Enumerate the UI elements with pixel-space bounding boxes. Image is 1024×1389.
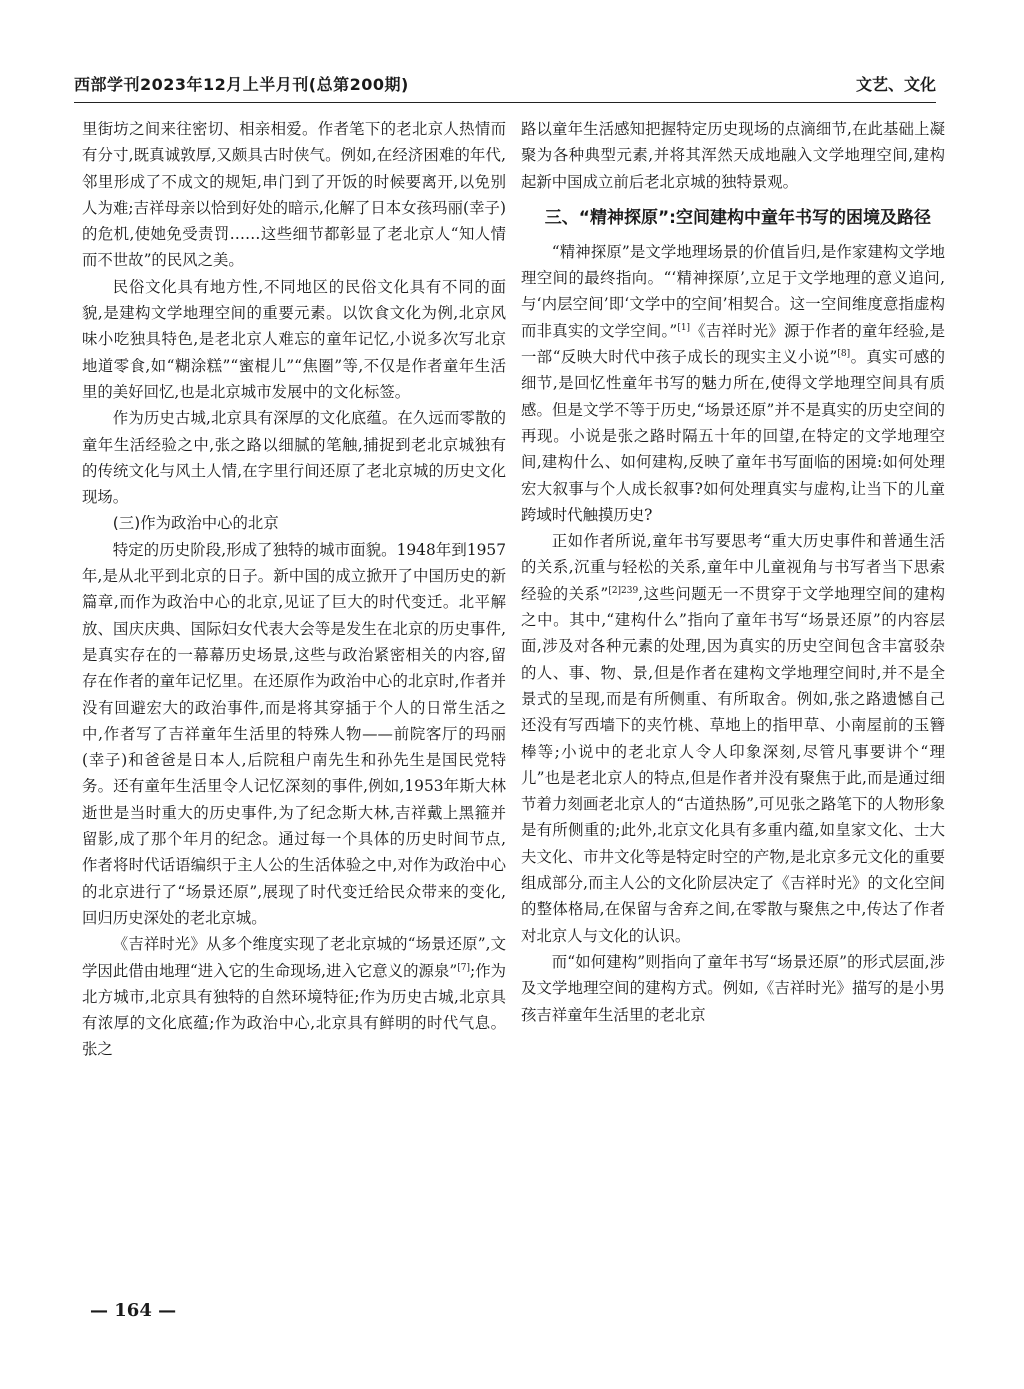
text-run: 。真实可感的细节,是回忆性童年书写的魅力所在,使得文学地理空间具有质感。但是文学不等于历史,“场景还原”并不是真实的历史空间的再现。小说是张之路时隔五十年的回望,在特定的文学地理空间,建构什么、如何建构,反映了童年书写面临的困境:如何处理宏大叙事与个人成长叙事?如何处理真实与虚构,让当下的儿童跨域时代触摸历史? [521,348,945,524]
text-run: “精神探原”是文学地理场景的价值旨归,是作家建构文学地理空间的最终指向。“‘精神探原’,立足于文学地理的意义追问,与‘内层空间’即‘文学中的空间’相契合。这一空间维度意指虚构而非真实的文学空间。” [521,242,945,340]
page-number: — 164 — [90,1300,177,1321]
paragraph: 路以童年生活感知把握特定历史现场的点滴细节,在此基础上凝聚为各种典型元素,并将其浑然天成地融入文学地理空间,建构起新中国成立前后老北京城的独特景观。 [521,120,945,191]
paragraph: 民俗文化具有地方性,不同地区的民俗文化具有不同的面貌,是建构文学地理空间的重要元素。以饮食文化为例,北京风味小吃独具特色,是老北京人难忘的童年记忆,小说多次写北京地道零食,如“糊涂糕”“蜜棍儿”“焦圈”等,不仅是作者童年生活里的美好回忆,也是北京城市发展中的文化标签。 [82,277,506,401]
text-run: 正如作者所说,童年书写要思考“重大历史事件和普通生活的关系,沉重与轻松的关系,童年中儿童视角与书写者当下思索经验的关系” [521,532,945,603]
citation: [7] [457,962,470,973]
section-title: 文艺、文化 [855,75,936,94]
paragraph [521,528,945,949]
running-header [74,64,936,103]
paragraph: 特定的历史阶段,形成了独特的城市面貌。1948年到1957年,是从北平到北京的日子。新中国的成立掀开了中国历史的新篇章,而作为政治中心的北京,见证了巨大的时代变迁。北平解放、国庆庆典、国际妇女代表大会等是发生在北京的历史事件,是真实存在的一幕幕历史场景,这些与政治紧密相关的内容,留存在作者的童年记忆里。在还原作为政治中心的北京时,作者并没有回避宏大的政治事件,而是将其穿插于个人的日常生活之中,作者写了吉祥童年生活里的特殊人物——前院客厅的玛丽(幸子)和爸爸是日本人,后院租户南先生和孙先生是国民党特务。还有童年生活里令人记忆深刻的事件,例如,1953年斯大林逝世是当时重大的历史事件,为了纪念斯大林,吉祥戴上黑箍并留影,成了那个年月的纪念。通过每一个具体的历史时间节点,作者将时代话语编织于主人公的生活体验之中,对作为政治中心的北京进行了“场景还原”,展现了时代变迁给民众带来的变化,回归历史深处的老北京城。 [82,540,506,927]
paragraph [82,931,506,1062]
text-run: 《吉祥时光》源于作者的童年经验,是一部“反映大时代中孩子成长的现实主义小说” [521,321,945,367]
citation: [2]239 [608,585,639,596]
paragraph: 作为历史古城,北京具有深厚的文化底蕴。在久远而零散的童年生活经验之中,张之路以细腻的笔触,捕捉到老北京城独有的传统文化与风土人情,在字里行间还原了老北京城的历史文化现场。 [82,409,506,507]
text-run: 《吉祥时光》从多个维度实现了老北京城的“场景还原”,文学因此借由地理“进入它的生命现场,进入它意义的源泉” [82,935,506,980]
citation: [1] [677,322,691,333]
right-column [521,116,945,1028]
left-column [82,116,506,1063]
subsection-heading: (三)作为政治中心的北京 [112,514,279,533]
text-run: ;作为北方城市,北京具有独特的自然环境特征;作为历史古城,北京具有浓厚的文化底蕴;作为政治中心,北京具有鲜明的时代气息。张之 [82,961,506,1059]
section-heading: 三、“精神探原”:空间建构中童年书写的困境及路径 [544,207,931,228]
text-run: ,这些问题无一不贯穿于文学地理空间的建构之中。其中,“建构什么”指向了童年书写“场景还原”的内容层面,涉及对各种元素的处理,因为真实的历史空间包含丰富驳杂的人、事、物、景,但是作者在建构文学地理空间时,并不是全景式的呈现,而是有所侧重、有所取舍。例如,张之路遗憾自己还没有写西墙下的夹竹桃、草地上的指甲草、小南屋前的玉簪棒等;小说中的老北京人令人印象深刻,尽管凡事要讲个“理儿”也是老北京人的特点,但是作者并没有聚焦于此,而是通过细节着力刻画老北京人的“古道热肠”,可见张之路笔下的人物形象是有所侧重的;此外,北京文化具有多重内蕴,如皇家文化、士大夫文化、市井文化等是特定时空的产物,是北京多元文化的重要组成部分,而主人公的文化阶层决定了《吉祥时光》的文化空间的整体格局,在保留与舍弃之间,在零散与聚焦之中,传达了作者对北京人与文化的认识。 [521,584,945,945]
paragraph [521,239,945,528]
paragraph: 而“如何建构”则指向了童年书写“场景还原”的形式层面,涉及文学地理空间的建构方式。例如,《吉祥时光》描写的是小男孩吉祥童年生活里的老北京 [521,952,945,1024]
journal-title: 西部学刊2023年12月上半月刊(总第200期) [74,75,409,94]
citation: [8] [837,348,851,359]
paragraph: 里街坊之间来往密切、相亲相爱。作者笔下的老北京人热情而有分寸,既真诚敦厚,又颇具古时侠气。例如,在经济困难的年代,邻里形成了不成文的规矩,串门到了开饭的时候要离开,以免别人为难;吉祥母亲以恰到好处的暗示,化解了日本女孩玛丽(幸子)的危机,使她免受责罚……这些细节都彰显了老北京人“知人情而不世故”的民风之美。 [82,120,506,270]
